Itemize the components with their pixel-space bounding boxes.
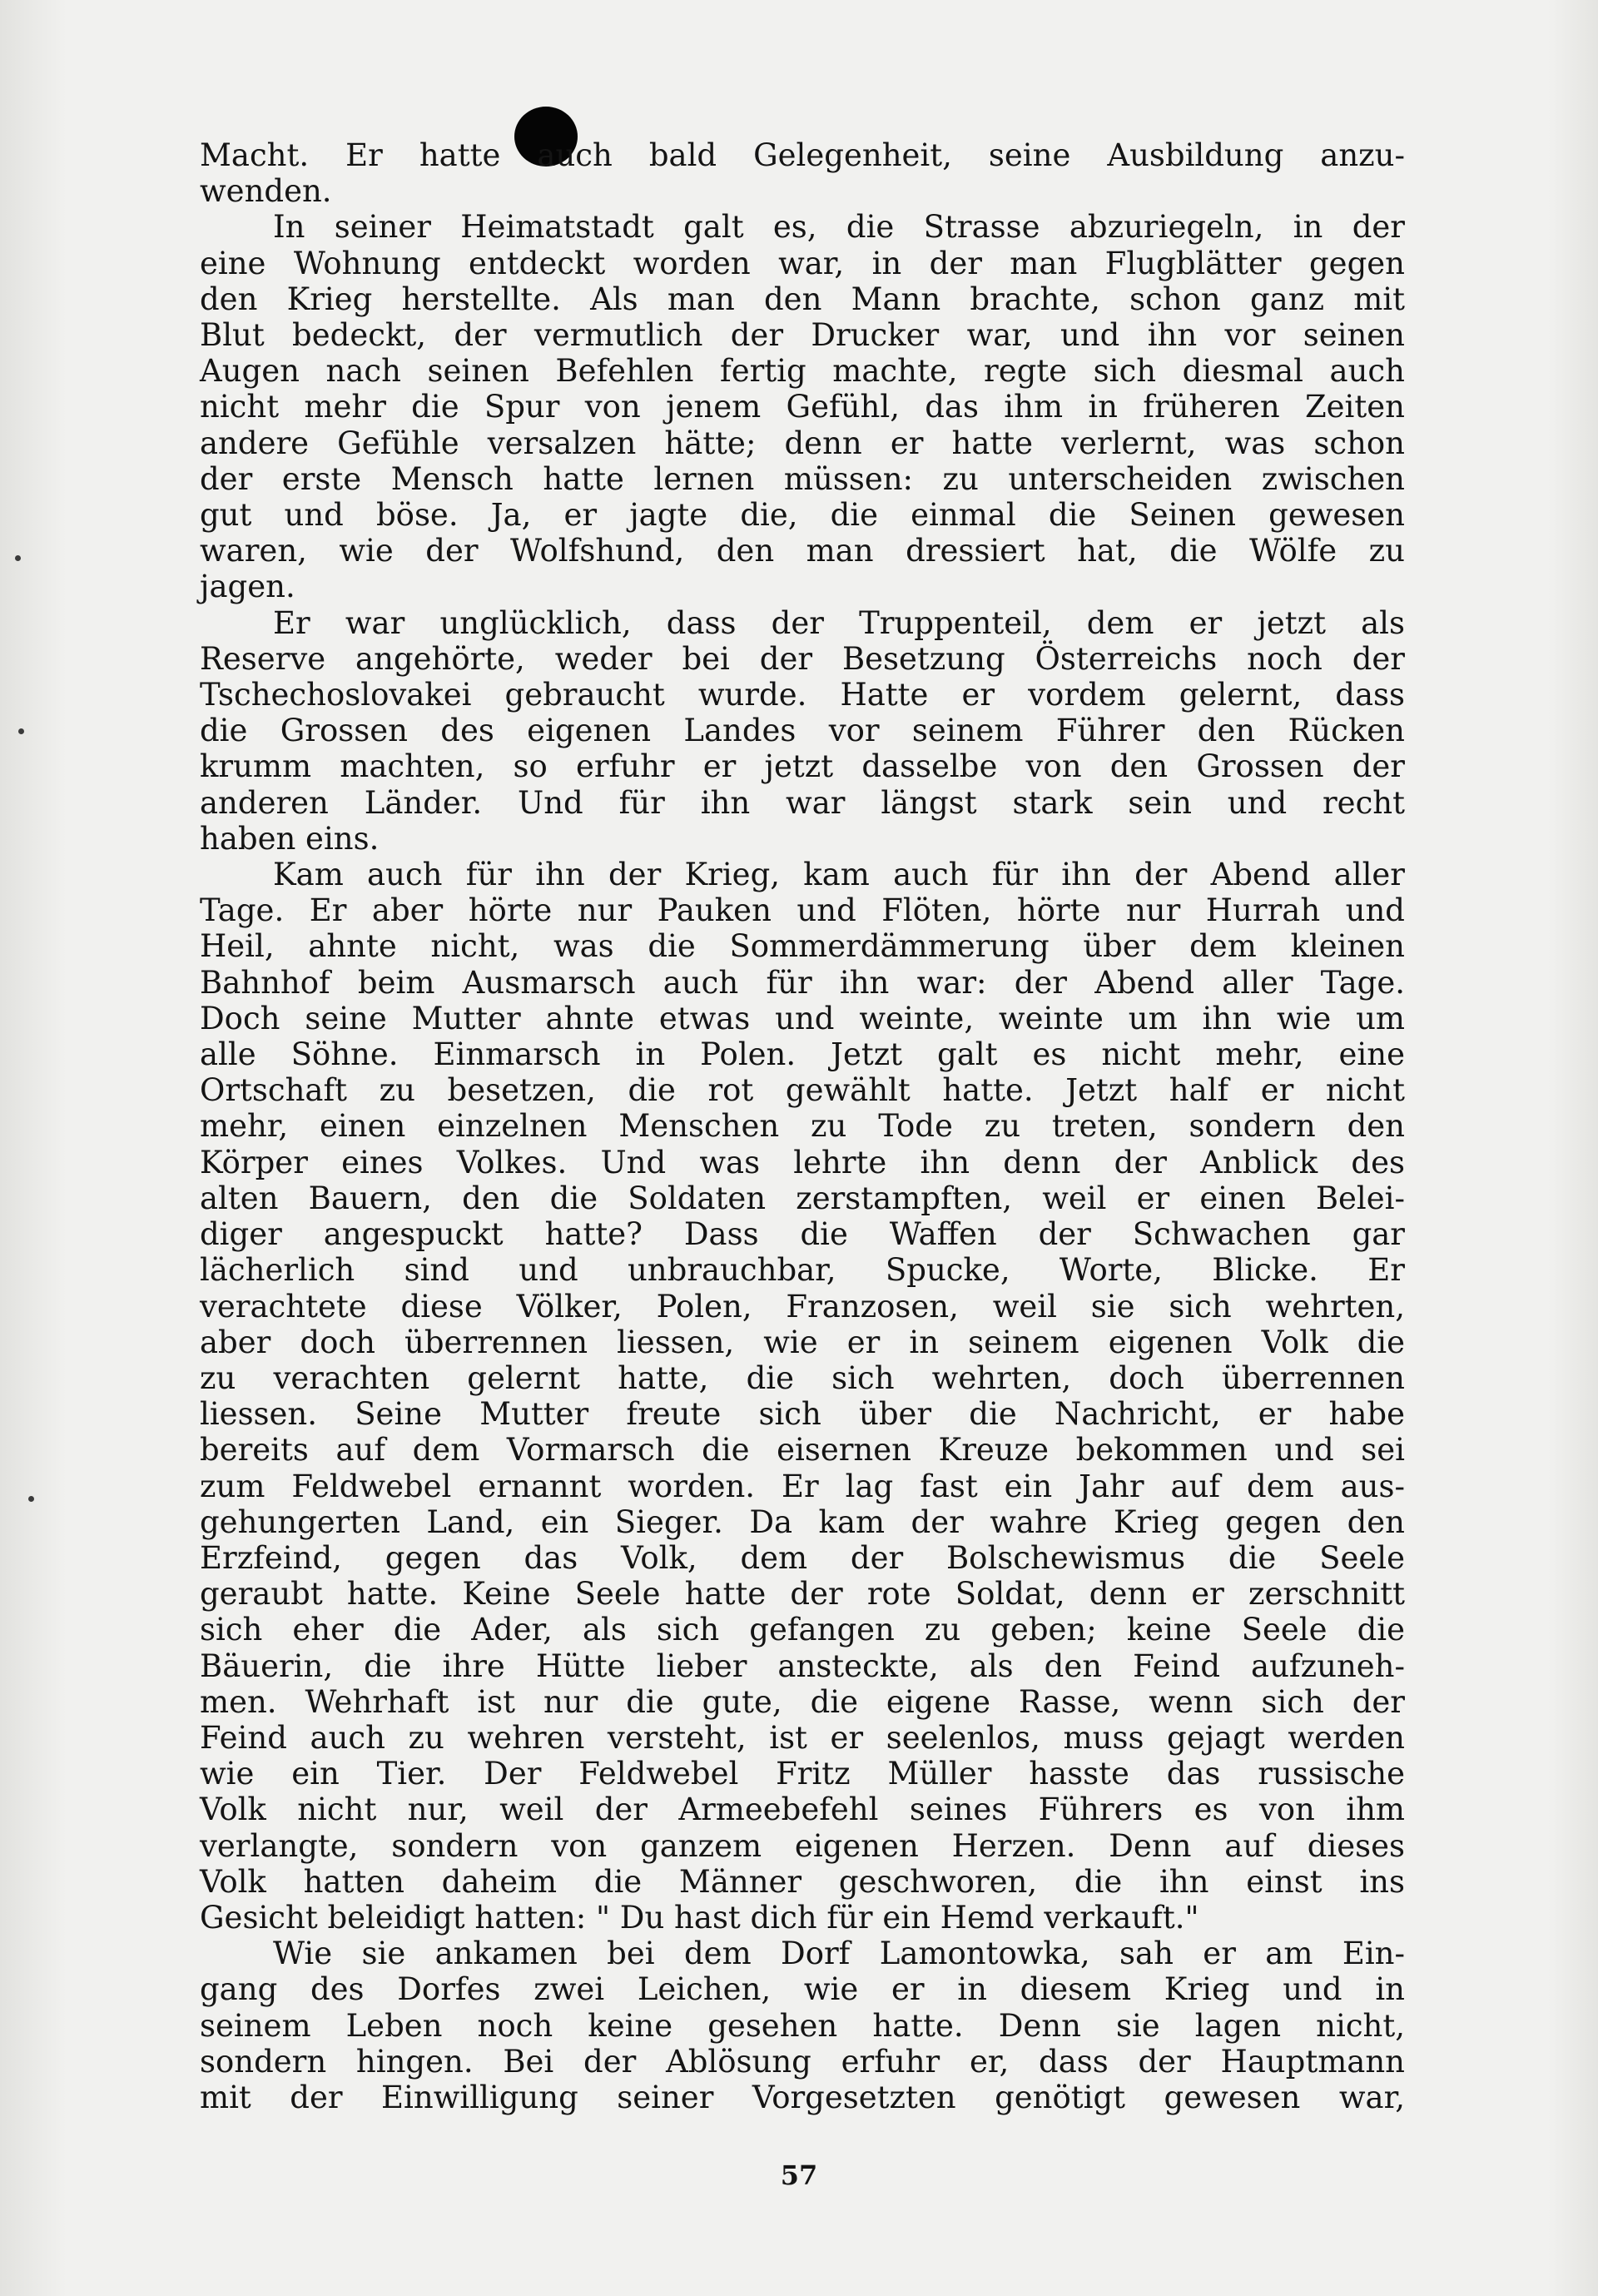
text-line: Kam auch für ihn der Krieg, kam auch für ihn der Abend aller bbox=[273, 857, 1405, 893]
text-line: mehr, einen einzelnen Menschen zu Tode zu treten, sondern den bbox=[200, 1108, 1405, 1145]
body-text bbox=[200, 137, 1405, 2115]
text-line: zum Feldwebel ernannt worden. Er lag fast ein Jahr auf dem aus- bbox=[200, 1468, 1405, 1504]
text-line: Reserve angehörte, weder bei der Besetzung Österreichs noch der bbox=[200, 640, 1405, 677]
text-line: seinem Leben noch keine gesehen hatte. Denn sie lagen nicht, bbox=[200, 2007, 1405, 2044]
text-line: Körper eines Volkes. Und was lehrte ihn denn der Anblick des bbox=[200, 1144, 1405, 1180]
text-line: die Grossen des eigenen Landes vor seinem Führer den Rücken bbox=[200, 713, 1405, 749]
text-line: men. Wehrhaft ist nur die gute, die eigene Rasse, wenn sich der bbox=[200, 1683, 1405, 1720]
text-line: geraubt hatte. Keine Seele hatte der rote Soldat, denn er zerschnitt bbox=[200, 1576, 1405, 1613]
text-line: andere Gefühle versalzen hätte; denn er hatte verlernt, was schon bbox=[200, 425, 1405, 461]
text-line: haben eins. bbox=[200, 820, 380, 857]
page-edge-left bbox=[0, 0, 67, 2296]
text-line: Volk hatten daheim die Männer geschworen, die ihn einst ins bbox=[200, 1863, 1405, 1900]
text-line: lächerlich sind und unbrauchbar, Spucke, Worte, Blicke. Er bbox=[200, 1252, 1405, 1289]
text-line: Macht. Er hatte auch bald Gelegenheit, seine Ausbildung anzu- bbox=[200, 137, 1405, 173]
text-line: gang des Dorfes zwei Leichen, wie er in diesem Krieg und in bbox=[200, 1971, 1405, 2008]
text-line: eine Wohnung entdeckt worden war, in der man Flugblätter gegen bbox=[200, 245, 1405, 281]
text-line: Ortschaft zu besetzen, die rot gewählt hatte. Jetzt half er nicht bbox=[200, 1072, 1405, 1109]
text-line: aber doch überrennen liessen, wie er in seinem eigenen Volk die bbox=[200, 1324, 1405, 1360]
text-line: Volk nicht nur, weil der Armeebefehl seines Führers es von ihm bbox=[200, 1792, 1405, 1828]
text-line: Bäuerin, die ihre Hütte lieber ansteckte, als den Feind aufzuneh- bbox=[200, 1647, 1405, 1684]
text-line: Bahnhof beim Ausmarsch auch für ihn war: der Abend aller Tage. bbox=[200, 964, 1405, 1001]
page-number: 57 bbox=[780, 2159, 818, 2191]
text-line: der erste Mensch hatte lernen müssen: zu unterscheiden zwischen bbox=[200, 460, 1405, 497]
text-line: liessen. Seine Mutter freute sich über die Nachricht, er habe bbox=[200, 1396, 1405, 1433]
text-line: sondern hingen. Bei der Ablösung erfuhr er, dass der Hauptmann bbox=[200, 2043, 1405, 2080]
text-line: gut und böse. Ja, er jagte die, die einmal die Seinen gewesen bbox=[200, 497, 1405, 534]
margin-dot bbox=[18, 728, 24, 734]
page-edge-right bbox=[1548, 0, 1598, 2296]
text-line: Tschechoslovakei gebraucht wurde. Hatte er vordem gelernt, dass bbox=[200, 677, 1405, 713]
text-line: jagen. bbox=[200, 569, 295, 605]
text-line: krumm machten, so erfuhr er jetzt dasselbe von den Grossen der bbox=[200, 748, 1405, 785]
text-line: Erzfeind, gegen das Volk, dem der Bolschewismus die Seele bbox=[200, 1539, 1405, 1576]
text-line: Blut bedeckt, der vermutlich der Drucker war, und ihn vor seinen bbox=[200, 317, 1405, 354]
text-line: Doch seine Mutter ahnte etwas und weinte, weinte um ihn wie um bbox=[200, 1000, 1405, 1036]
text-line: sich eher die Ader, als sich gefangen zu geben; keine Seele die bbox=[200, 1612, 1405, 1648]
text-line: wie ein Tier. Der Feldwebel Fritz Müller hasste das russische bbox=[200, 1756, 1405, 1792]
text-line: wenden. bbox=[200, 173, 332, 210]
text-line: gehungerten Land, ein Sieger. Da kam der wahre Krieg gegen den bbox=[200, 1503, 1405, 1540]
text-line: In seiner Heimatstadt galt es, die Strasse abzuriegeln, in der bbox=[273, 209, 1405, 246]
text-line: den Krieg herstellte. Als man den Mann brachte, schon ganz mit bbox=[200, 281, 1405, 317]
text-line: verlangte, sondern von ganzem eigenen Herzen. Denn auf dieses bbox=[200, 1827, 1405, 1864]
text-line: Augen nach seinen Befehlen fertig machte, regte sich diesmal auch bbox=[200, 353, 1405, 390]
text-line: Tage. Er aber hörte nur Pauken und Flöten, hörte nur Hurrah und bbox=[200, 892, 1405, 929]
text-line: nicht mehr die Spur von jenem Gefühl, das ihm in früheren Zeiten bbox=[200, 389, 1405, 425]
text-line: Feind auch zu wehren versteht, ist er seelenlos, muss gejagt werden bbox=[200, 1719, 1405, 1756]
text-line: diger angespuckt hatte? Dass die Waffen der Schwachen gar bbox=[200, 1216, 1405, 1253]
text-line: Er war unglücklich, dass der Truppenteil, dem er jetzt als bbox=[273, 604, 1405, 641]
text-line: alten Bauern, den die Soldaten zerstampften, weil er einen Belei- bbox=[200, 1180, 1405, 1216]
text-line: Heil, ahnte nicht, was die Sommerdämmerung über dem kleinen bbox=[200, 928, 1405, 965]
text-line: bereits auf dem Vormarsch die eisernen Kreuze bekommen und sei bbox=[200, 1432, 1405, 1469]
text-line: Wie sie ankamen bei dem Dorf Lamontowka, sah er am Ein- bbox=[273, 1936, 1405, 1972]
text-line: alle Söhne. Einmarsch in Polen. Jetzt galt es nicht mehr, eine bbox=[200, 1036, 1405, 1073]
text-line: zu verachten gelernt hatte, die sich wehrten, doch überrennen bbox=[200, 1359, 1405, 1396]
text-line: verachtete diese Völker, Polen, Franzosen, weil sie sich wehrten, bbox=[200, 1288, 1405, 1324]
text-line: waren, wie der Wolfshund, den man dressiert hat, die Wölfe zu bbox=[200, 533, 1405, 569]
margin-dot bbox=[28, 1496, 34, 1502]
text-line: Gesicht beleidigt hatten: " Du hast dich für ein Hemd verkauft." bbox=[200, 1899, 1199, 1936]
text-line: anderen Länder. Und für ihn war längst stark sein und recht bbox=[200, 784, 1405, 821]
margin-dot bbox=[15, 555, 21, 561]
text-line: mit der Einwilligung seiner Vorgesetzten genötigt gewesen war, bbox=[200, 2079, 1405, 2115]
